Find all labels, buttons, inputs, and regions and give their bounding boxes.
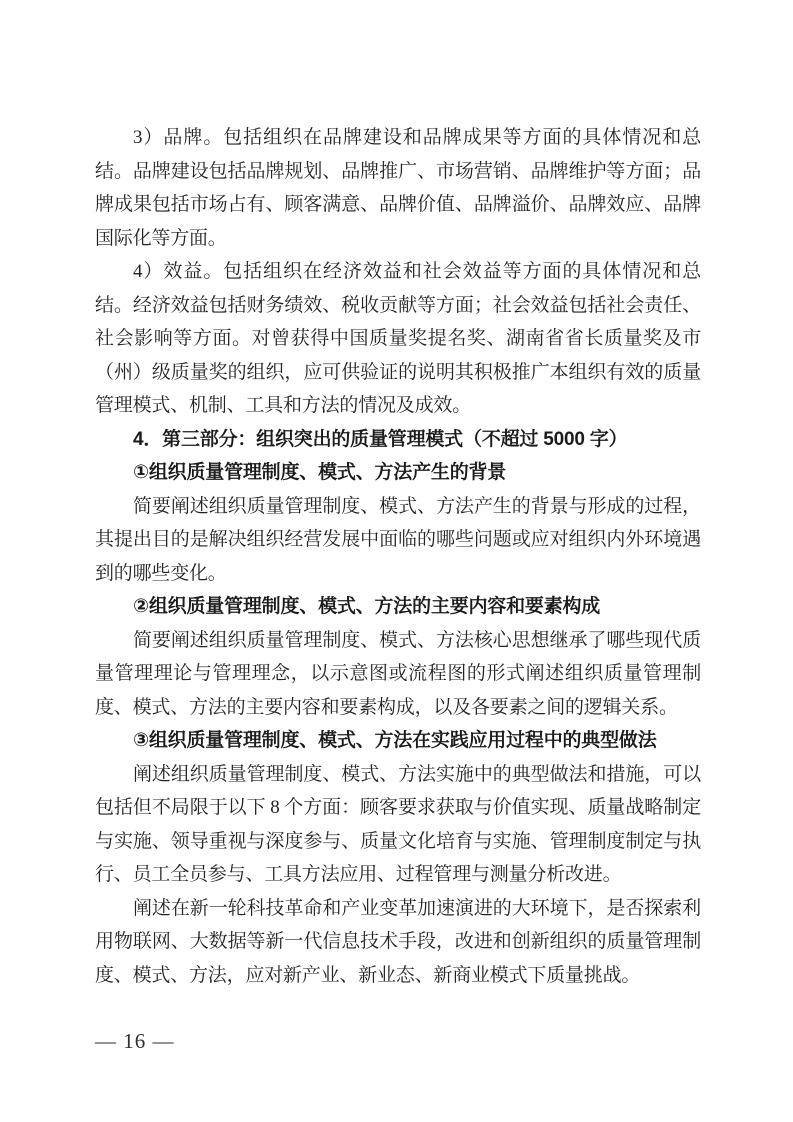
paragraph-new-technology: 阐述在新一轮科技革命和产业变革加速演进的大环境下，是否探索利用物联网、大数据等新一代信息技术手段，改进和创新组织的质量管理制度、模式、方法，应对新产业、新业态、新商业模式下质量挑战。 bbox=[95, 897, 701, 986]
paragraph-benefit: 4）效益。包括组织在经济效益和社会效益等方面的具体情况和总结。经济效益包括财务绩效、税收贡献等方面；社会效益包括社会责任、社会影响等方面。对曾获得中国质量奖提名奖、湖南省省长质量奖及市（州）级质量奖的组织，应可供验证的说明其积极推广本组织有效的质量管理模式、机制、工具和方法的情况及成效。 bbox=[95, 261, 701, 416]
document-body bbox=[95, 121, 701, 992]
paragraph-brand: 3）品牌。包括组织在品牌建设和品牌成果等方面的具体情况和总结。品牌建设包括品牌规划、品牌推广、市场营销、品牌维护等方面；品牌成果包括市场占有、顾客满意、品牌价值、品牌溢价、品牌效应、品牌国际化等方面。 bbox=[95, 127, 701, 249]
paragraph-typical-practices-detail: 阐述组织质量管理制度、模式、方法实施中的典型做法和措施，可以包括但不局限于以下 8 个方面：顾客要求获取与价值实现、质量战略制定与实施、领导重视与深度参与、质量文化培育与实施、管理制度制定与执行、员工全员参与、工具方法应用、过程管理与测量分析改进。 bbox=[95, 763, 701, 885]
subheading-2-content-elements: ②组织质量管理制度、模式、方法的主要内容和要素构成 bbox=[133, 596, 601, 617]
subheading-1-background: ①组织质量管理制度、模式、方法产生的背景 bbox=[133, 462, 507, 483]
subheading-3-typical-practices: ③组织质量管理制度、模式、方法在实践应用过程中的典型做法 bbox=[133, 730, 657, 751]
paragraph-background-detail: 简要阐述组织质量管理制度、模式、方法产生的背景与形成的过程，其提出目的是解决组织经营发展中面临的哪些问题或应对组织内外环境遇到的哪些变化。 bbox=[95, 495, 701, 584]
paragraph-content-elements-detail: 简要阐述组织质量管理制度、模式、方法核心思想继承了哪些现代质量管理理论与管理理念，以示意图或流程图的形式阐述组织质量管理制度、模式、方法的主要内容和要素构成，以及各要素之间的逻辑关系。 bbox=[95, 629, 701, 718]
page-number-footer: — 16 — bbox=[95, 1029, 175, 1053]
section-heading-part3: 4．第三部分：组织突出的质量管理模式（不超过 5000 字） bbox=[133, 428, 628, 450]
